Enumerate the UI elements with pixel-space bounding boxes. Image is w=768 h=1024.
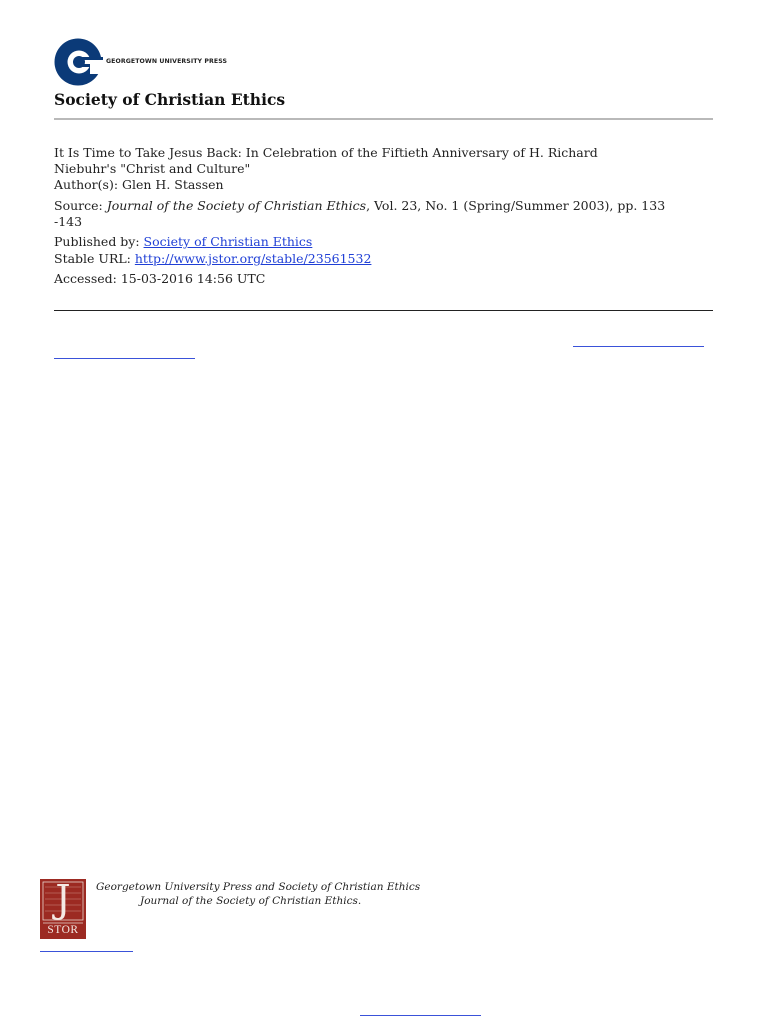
collaboration-line-2: Journal of the Society of Christian Ethics. [140,895,362,907]
jstor-link-underline[interactable] [40,951,133,952]
article-title-line-2: Niebuhr's "Christ and Culture" [54,161,251,176]
terms-link-underline-continued[interactable] [54,358,195,359]
georgetown-university-press-logo [54,38,228,88]
source-pages-continued: -143 [54,214,83,229]
stable-url-line [54,251,719,267]
stable-url-link[interactable]: http://www.jstor.org/stable/23561532 [134,251,372,266]
bottom-link-underline[interactable] [360,1015,481,1016]
accessed-line: Accessed: 15-03-2016 14:56 UTC [54,271,266,286]
source-journal: Journal of the Society of Christian Ethics [106,198,367,213]
stable-url-label: Stable URL: [54,251,135,266]
publisher-logo-text: GEORGETOWN UNIVERSITY PRESS [106,58,228,65]
jstor-letter: J [55,877,71,921]
source-label: Source: [54,198,107,213]
society-title: Society of Christian Ethics [54,90,286,109]
article-title-line-1: It Is Time to Take Jesus Back: In Celebration of the Fiftieth Anniversary of H. Richard [54,145,598,160]
published-by-line [54,234,719,250]
header-divider [54,118,713,120]
source-details: , Vol. 23, No. 1 (Spring/Summer 2003), pp. 133 [366,198,666,213]
jstor-logo [40,879,86,939]
terms-link-underline[interactable] [573,346,704,347]
published-by-label: Published by: [54,234,144,249]
authors-label: Author(s): [54,177,123,192]
georgetown-g-icon [54,38,104,88]
collaboration-line-1: Georgetown University Press and Society of Christian Ethics [96,881,421,893]
jstor-word: STOR [47,924,79,936]
source-line [54,198,719,214]
authors-line [54,177,719,193]
publisher-link[interactable]: Society of Christian Ethics [143,234,313,249]
authors-value: Glen H. Stassen [122,177,224,192]
metadata-divider [54,310,713,311]
